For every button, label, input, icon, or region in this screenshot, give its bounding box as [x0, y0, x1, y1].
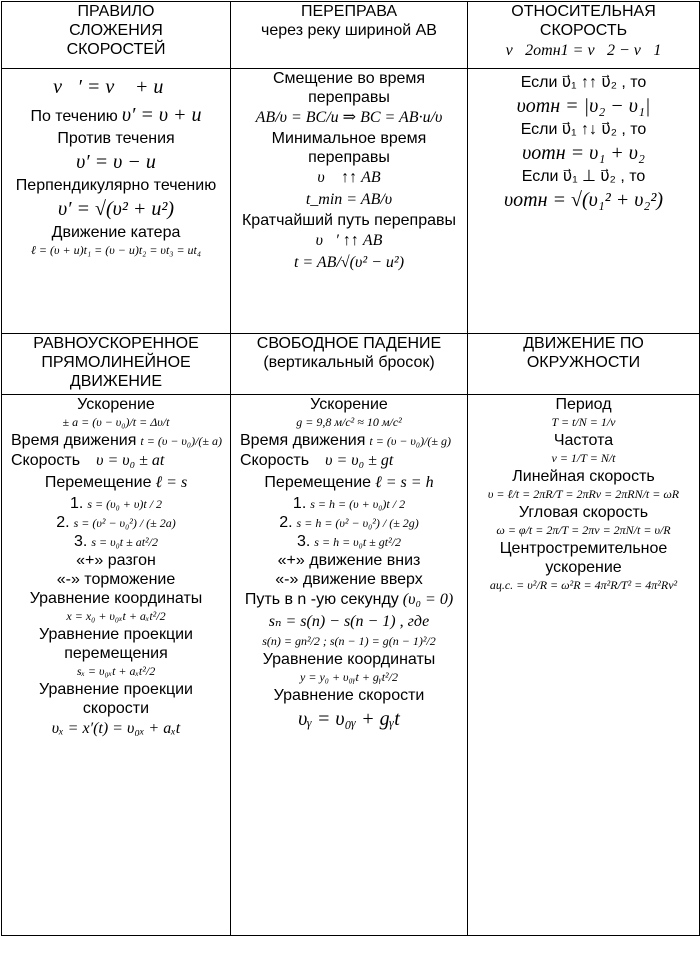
header-free-fall — [231, 334, 468, 395]
formula-speed-ff: υ = υ₀ ± gt — [325, 452, 394, 469]
content-row-top — [2, 69, 700, 334]
label-upstream: Против течения — [57, 130, 175, 147]
header-crossing-title: ПЕРЕПРАВА — [300, 3, 398, 20]
cell-uniform-acceleration — [2, 395, 231, 936]
header-relative-velocity — [468, 2, 700, 69]
formula-angular-speed: ω = φ/t = 2π/T = 2πν = 2πN/t = υ/R — [496, 523, 671, 537]
label-displacement-ua: Перемещение — [44, 474, 152, 491]
num-1: 1. — [69, 495, 84, 512]
formula-table — [1, 1, 700, 936]
formula-motion-time: t = (υ − υ₀)/(± a) — [140, 434, 223, 448]
label-displacement: Смещение во время переправы — [272, 70, 426, 106]
label-frequency: Частота — [553, 432, 614, 449]
formula-perpendicular-rel: υотн = √(υ₁² + υ₂²) — [503, 189, 664, 211]
cond-perpendicular: Если υ⃗₁ ⊥ υ⃗₂ , то — [521, 168, 646, 185]
label-displacement-ff: Перемещение — [264, 474, 372, 491]
cell-relative-velocity — [468, 69, 700, 334]
num-2: 2. — [56, 514, 70, 531]
num-1-ff: 1. — [292, 495, 307, 512]
label-motion-time: Время движения — [11, 432, 137, 449]
formula-motion-time-ff: t = (υ − υ₀)/(± g) — [369, 434, 452, 448]
formula-coordinate-eq: x = x₀ + υ₀ₓt + aₓt²/2 — [66, 609, 166, 623]
formula-nth-second: sₙ = s(n) − s(n − 1) , где — [268, 613, 430, 630]
formula-acceleration: ± a = (υ − υ₀)/t = Δυ/t — [62, 415, 170, 429]
formula-projection-speed: υₓ = x′(t) = υ₀ₓ + aₓt — [51, 720, 181, 737]
label-centripetal: Центростремительное ускорение — [499, 540, 668, 576]
num-3: 3. — [74, 533, 88, 550]
label-period: Период — [555, 396, 612, 413]
formula-coordinate-eq-ff: y = y₀ + υ₀ᵧt + gᵧt²/2 — [300, 670, 398, 684]
note-minus-ff: «-» движение вверх — [275, 571, 423, 588]
formula-disp-1-ff: s = h = (υ + υ₀)t / 2 — [310, 497, 406, 511]
formula-perpendicular: υ′ = √(υ² + u²) — [57, 198, 174, 220]
formula-disp-2: s = (υ² − υ₀²) / (± 2a) — [73, 516, 176, 530]
label-speed: Скорость — [11, 452, 81, 469]
cell-circular-motion — [468, 395, 700, 936]
label-coordinate-eq-ff: Уравнение координаты — [262, 651, 436, 668]
cond-min-time: υ⃗ ↑↑ AB — [317, 169, 381, 186]
header-crossing — [231, 2, 468, 69]
content-row-bottom — [2, 395, 700, 936]
formula-min-time: t_min = AB/υ — [305, 191, 393, 208]
label-boat-motion: Движение катера — [51, 224, 181, 241]
formula-downstream: υ′ = υ + u — [121, 104, 202, 126]
formula-vector-sum: v⃗′ = v⃗ + u⃗ — [53, 76, 179, 98]
label-acceleration: Ускорение — [77, 396, 155, 413]
formula-displacement-short-ff: ℓ = s = h — [375, 474, 434, 491]
label-nth-second: Путь в n -ую секунду — [244, 591, 399, 608]
formula-speed-eq-ff: υᵧ = υ₀ᵧ + gᵧt — [298, 708, 400, 730]
num-3-ff: 3. — [296, 533, 311, 550]
formula-linear-speed: υ = ℓ/t = 2πR/T = 2πRν = 2πRN/t = ωR — [487, 487, 680, 501]
label-projection-speed: Уравнение проекции скорости — [39, 681, 193, 717]
formula-speed: υ = υ₀ ± at — [96, 452, 165, 469]
formula-boat-motion: ℓ = (υ + u)t₁ = (υ − u)t₂ = υt₃ = ut₄ — [30, 243, 202, 257]
label-speed-ff: Скорость — [240, 452, 310, 469]
num-2-ff: 2. — [279, 514, 293, 531]
header-free-fall-title: СВОБОДНОЕ ПАДЕНИЕ — [256, 335, 442, 352]
header-row-top — [2, 2, 700, 69]
formula-parallel: υотн = |υ₂ − υ₁| — [516, 95, 651, 117]
label-speed-eq-ff: Уравнение скорости — [273, 687, 425, 704]
header-relative-title: ОТНОСИТЕЛЬНАЯ СКОРОСТЬ — [511, 3, 656, 39]
note-plus: «+» разгон — [76, 552, 156, 569]
formula-disp-3: s = υ₀t ± at²/2 — [91, 535, 158, 549]
formula-disp-1: s = (υ₀ + υ)t / 2 — [87, 497, 163, 511]
cond-antiparallel: Если υ⃗₁ ↑↓ υ⃗₂ , то — [520, 121, 647, 138]
label-motion-time-ff: Время движения — [240, 432, 366, 449]
formula-projection-disp: sₓ = υ₀ₓt + aₓt²/2 — [76, 664, 156, 678]
cond-nth-second: (υ₀ = 0) — [402, 591, 454, 608]
formula-period: T = t/N = 1/ν — [551, 415, 616, 429]
header-free-fall-subtitle: (вертикальный бросок) — [263, 354, 435, 371]
header-crossing-subtitle: через реку шириной AB — [261, 22, 437, 39]
formula-displacement: AB/υ = BC/u ⇒ BC = AB·u/υ — [255, 109, 443, 126]
formula-upstream: υ′ = υ − u — [76, 151, 156, 173]
formula-disp-2-ff: s = h = (υ² − υ₀²) / (± 2g) — [296, 516, 419, 530]
label-shortest-path: Кратчайший путь переправы — [241, 212, 456, 229]
formula-acceleration-ff: g = 9,8 м/с² ≈ 10 м/с² — [296, 415, 402, 429]
header-velocity-addition: ПРАВИЛО СЛОЖЕНИЯ СКОРОСТЕЙ — [2, 2, 231, 69]
formula-frequency: ν = 1/T = N/t — [551, 451, 616, 465]
header-row-bottom — [2, 334, 700, 395]
header-circular-motion: ДВИЖЕНИЕ ПО ОКРУЖНОСТИ — [468, 334, 700, 395]
note-plus-ff: «+» движение вниз — [277, 552, 421, 569]
formula-nth-second-2: s(n) = gn²/2 ; s(n − 1) = g(n − 1)²/2 — [262, 634, 436, 648]
label-acceleration-ff: Ускорение — [310, 396, 388, 413]
label-coordinate-eq: Уравнение координаты — [29, 590, 203, 607]
cell-crossing — [231, 69, 468, 334]
formula-displacement-short: ℓ = s — [155, 474, 188, 491]
formula-shortest-path: t = AB/√(υ² − u²) — [293, 254, 405, 271]
formula-antiparallel: υотн = υ₁ + υ₂ — [522, 142, 645, 164]
label-min-time: Минимальное время переправы — [271, 130, 427, 166]
label-downstream: По течению — [30, 108, 118, 125]
cell-free-fall — [231, 395, 468, 936]
header-relative-formula: v⃗2отн1 = v⃗2 − v⃗1 — [505, 42, 662, 59]
formula-centripetal: aц.с. = υ²/R = ω²R = 4π²R/T² = 4π²Rν² — [489, 578, 678, 592]
label-linear-speed: Линейная скорость — [512, 468, 655, 485]
cell-velocity-addition — [2, 69, 231, 334]
header-uniform-acceleration: РАВНОУСКОРЕННОЕ ПРЯМОЛИНЕЙНОЕ ДВИЖЕНИЕ — [2, 334, 231, 395]
formula-disp-3-ff: s = h = υ₀t ± gt²/2 — [314, 535, 402, 549]
note-minus: «-» торможение — [56, 571, 176, 588]
label-projection-disp: Уравнение проекции перемещения — [39, 626, 193, 662]
cond-parallel: Если υ⃗₁ ↑↑ υ⃗₂ , то — [520, 74, 647, 91]
label-perpendicular: Перпендикулярно течению — [15, 177, 217, 194]
label-angular-speed: Угловая скорость — [518, 504, 649, 521]
cond-shortest-path: υ⃗′ ↑↑ AB — [315, 232, 383, 249]
